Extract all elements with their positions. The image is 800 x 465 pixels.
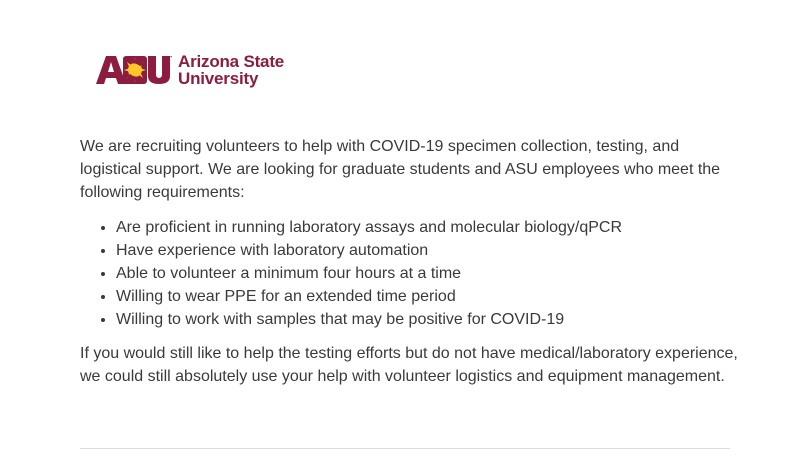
requirement-item: • Have experience with laboratory automation: [116, 239, 740, 262]
divider: [80, 448, 730, 449]
university-name-line2: University: [178, 69, 259, 88]
intro-paragraph: We are recruiting volunteers to help with COVID-19 specimen collection, testing, and logistical support. We are looking for graduate students and ASU employees who meet the following requirements:: [80, 138, 721, 201]
asu-logo: [96, 52, 284, 88]
university-name-line1: Arizona State: [178, 52, 285, 71]
requirement-item: • Are proficient in running laboratory assays and molecular biology/qPCR: [116, 216, 740, 239]
closing-paragraph: If you would still like to help the testing efforts but do not have medical/laboratory experience, we could still absolutely use your help with volunteer logistics and equipment management.: [80, 345, 738, 385]
requirement-item: • Able to volunteer a minimum four hours at a time: [116, 262, 740, 285]
asu-sunburst-logo-icon: [96, 52, 172, 88]
university-name: [178, 53, 284, 87]
message-body: [80, 135, 740, 388]
requirement-item: • Willing to work with samples that may be positive for COVID-19: [116, 308, 740, 331]
requirements-list: [80, 216, 740, 331]
requirement-item: • Willing to wear PPE for an extended time period: [116, 285, 740, 308]
